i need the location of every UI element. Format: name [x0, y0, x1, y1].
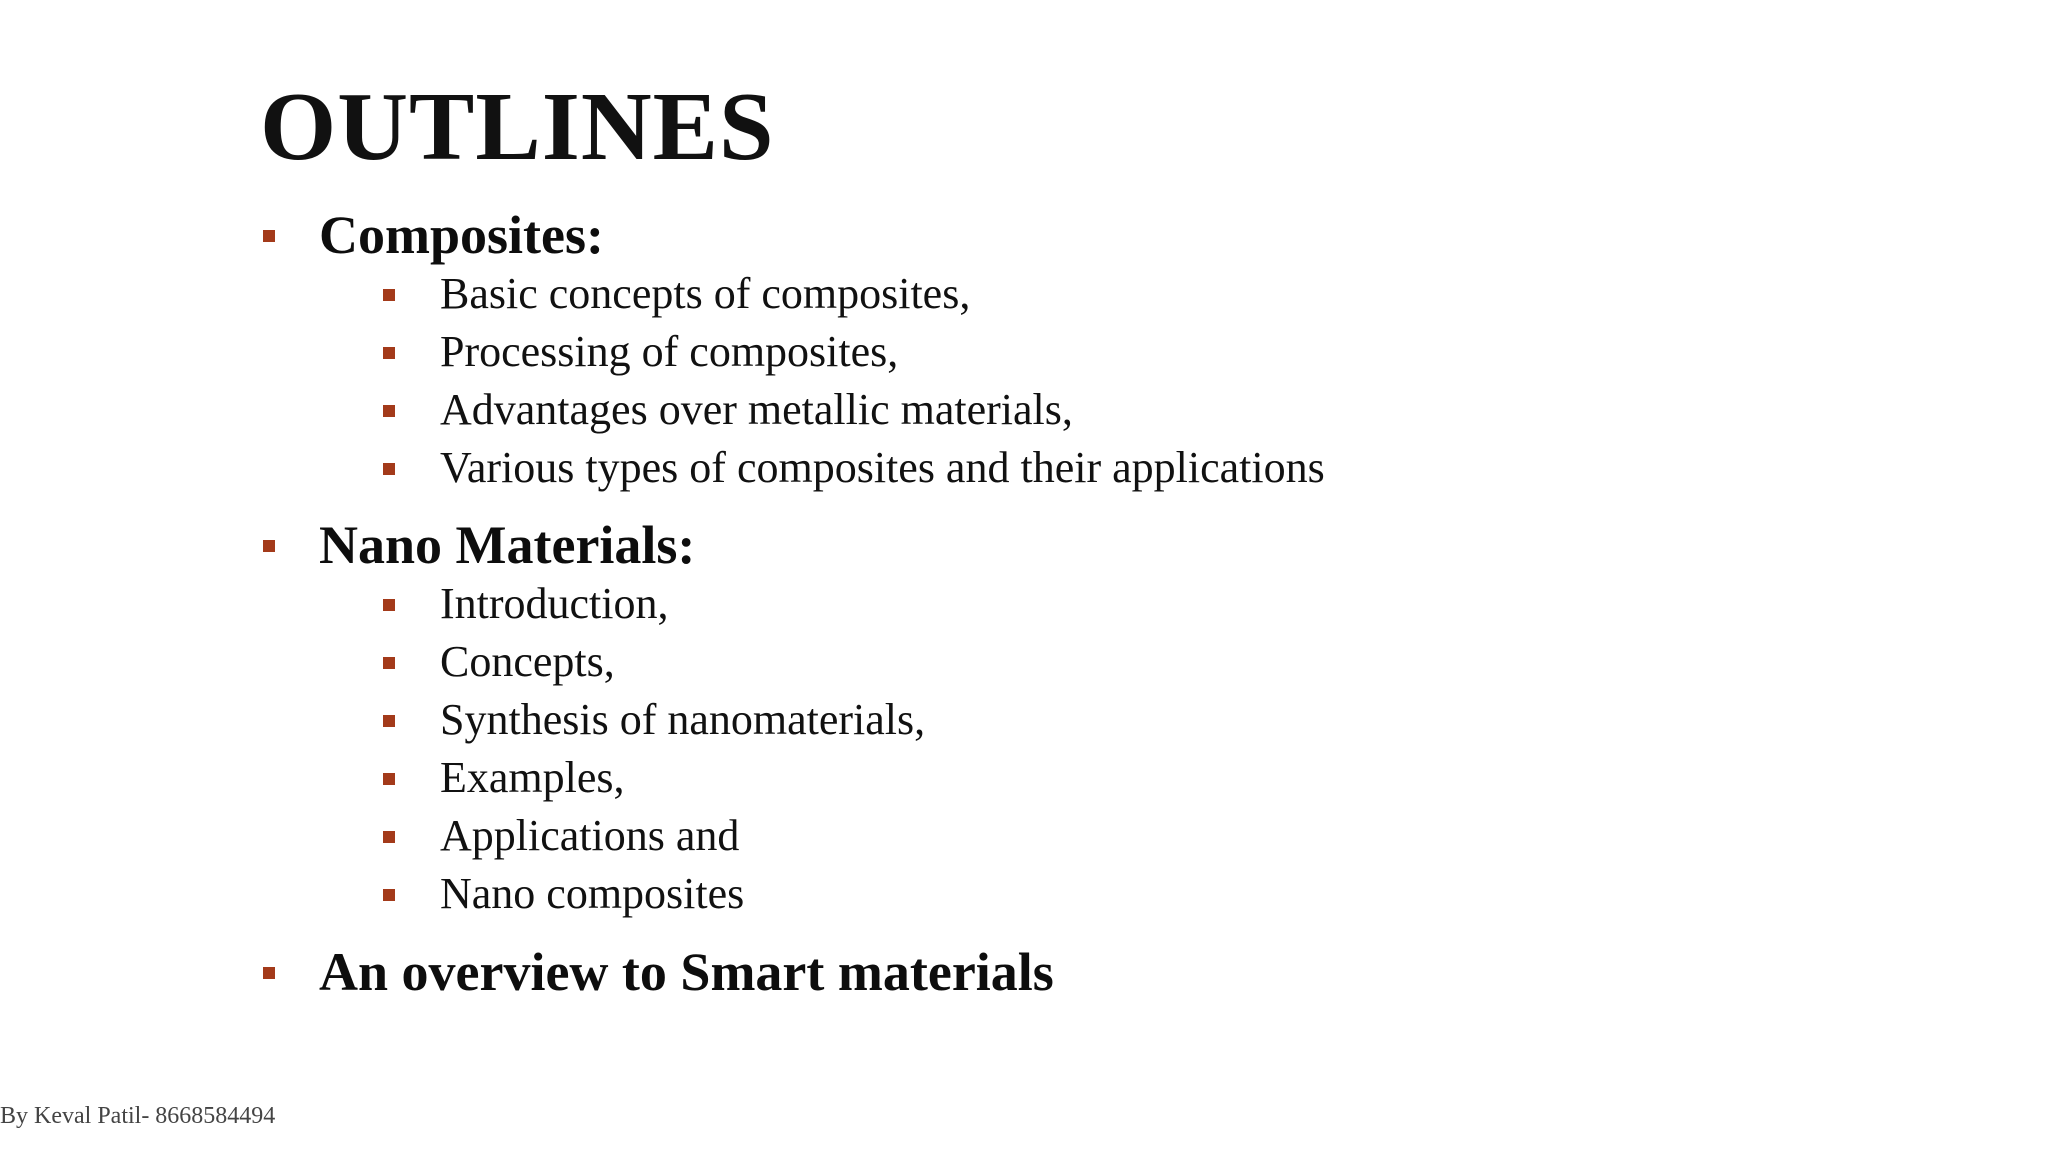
outline-subitem-label: Introduction, — [440, 579, 669, 628]
outline-subitem-label: Advantages over metallic materials, — [440, 385, 1073, 434]
square-bullet-icon — [383, 463, 395, 475]
square-bullet-icon — [383, 889, 395, 901]
outline-subitem-label: Processing of composites, — [440, 327, 899, 376]
outline-heading: Nano Materials: — [319, 515, 696, 575]
square-bullet-icon — [263, 230, 275, 242]
outline-subitem-label: Synthesis of nanomaterials, — [440, 695, 926, 744]
square-bullet-icon — [383, 289, 395, 301]
square-bullet-icon — [383, 347, 395, 359]
outline-subitem-label: Basic concepts of composites, — [440, 269, 971, 318]
outline-subitem-label: Applications and — [440, 811, 740, 860]
square-bullet-icon — [263, 967, 275, 979]
square-bullet-icon — [383, 599, 395, 611]
outline-subitem-label: Various types of composites and their applications — [440, 443, 1325, 492]
square-bullet-icon — [383, 715, 395, 727]
square-bullet-icon — [263, 540, 275, 552]
outline-heading: An overview to Smart materials — [319, 942, 1054, 1002]
outline-subitem-label: Examples, — [440, 753, 625, 802]
slide-title: OUTLINES — [260, 73, 775, 181]
square-bullet-icon — [383, 657, 395, 669]
footer-credit: By Keval Patil- 8668584494 — [0, 1103, 276, 1129]
outline-subitem-label: Concepts, — [440, 637, 615, 686]
outline-heading: Composites: — [319, 205, 604, 265]
square-bullet-icon — [383, 831, 395, 843]
square-bullet-icon — [383, 405, 395, 417]
square-bullet-icon — [383, 773, 395, 785]
outline-subitem-label: Nano composites — [440, 869, 745, 918]
